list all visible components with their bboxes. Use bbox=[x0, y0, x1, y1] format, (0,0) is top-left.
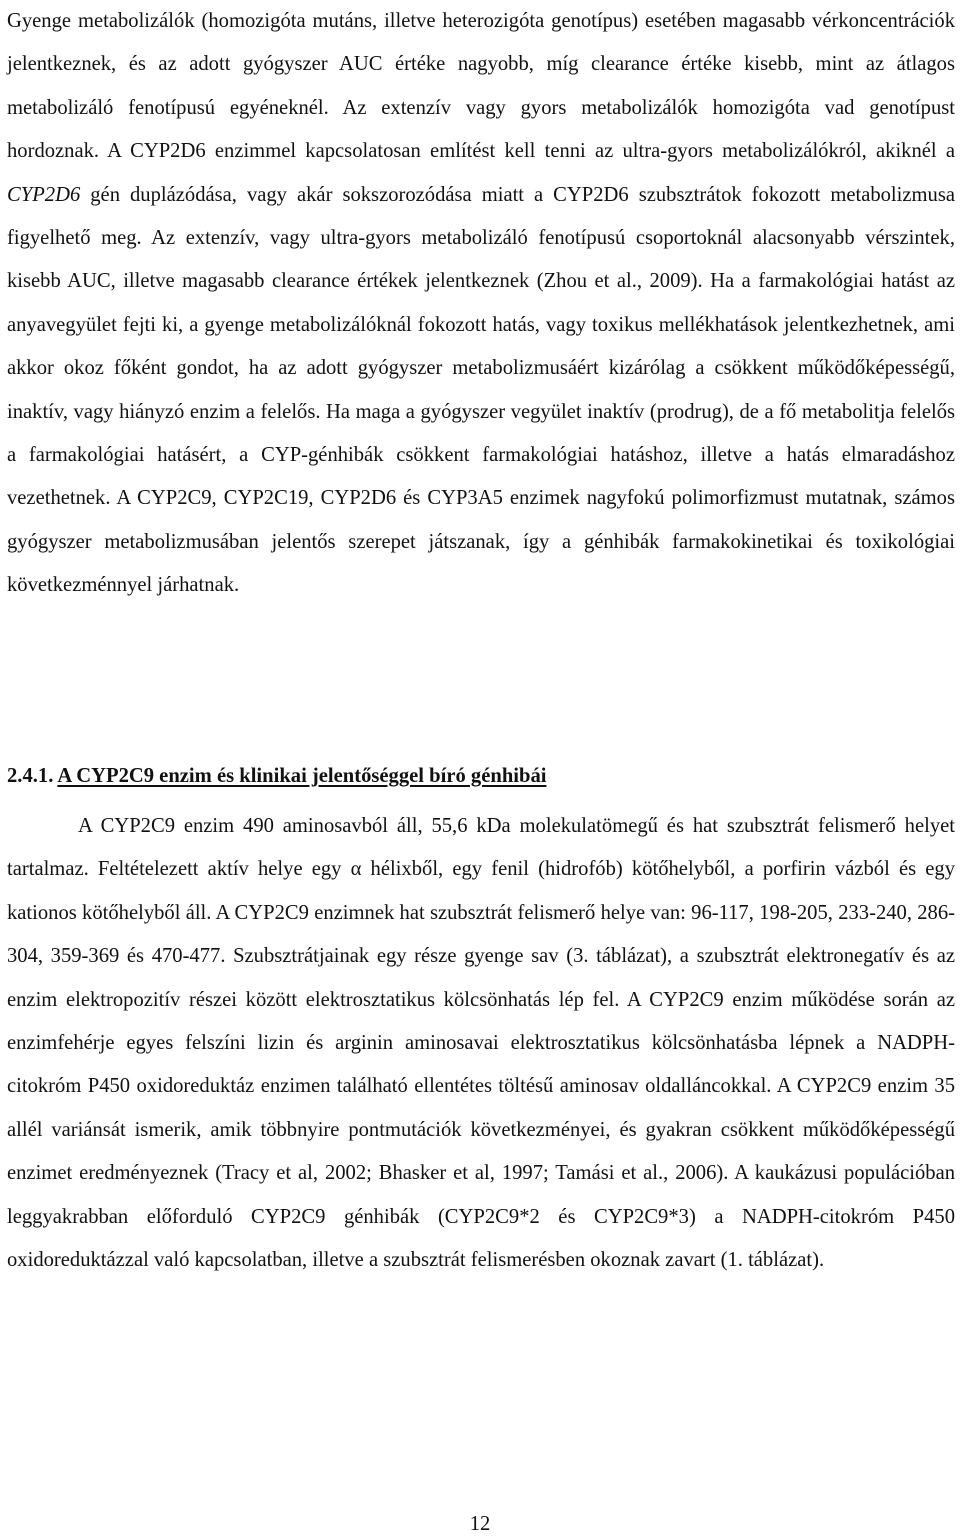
paragraph-text-part-2: gén duplázódása, vagy akár sokszorozódása miatt a CYP2D6 szubsztrátok fokozott metabolizmusa figyelhető meg. Az extenzív, vagy ultra-gyors metabolizáló fenotípusú csoportoknál alacsonyabb vérszintek, kisebb AUC, illetve magasabb clearance értékek jelentkeznek (Zhou et al., 2009). Ha a farmakológiai hatást az anyavegyület fejti ki, a gyenge metabolizálóknál fokozott hatás, vagy toxikus mellékhatások jelentkezhetnek, ami akkor okoz főként gondot, ha az adott gyógyszer metabolizmusáért kizárólag a csökkent működőképességű, inaktív, vagy hiányzó enzim a felelős. Ha maga a gyógyszer vegyület inaktív (prodrug), de a fő metabolitja felelős a farmakológiai hatásért, a CYP-génhibák csökkent farmakológiai hatáshoz, illetve a hatás elmaradáshoz vezethetnek. A CYP2C9, CYP2C19, CYP2D6 és CYP3A5 enzimek nagyfokú polimorfizmust mutatnak, számos gyógyszer metabolizmusában jelentős szerepet játszanak, így a génhibák farmakokinetikai és toxikológiai következménnyel járhatnak. bbox=[7, 183, 955, 597]
paragraph-text: A CYP2C9 enzim 490 aminosavból áll, 55,6 kDa molekulatömegű és hat szubsztrát felismerő helyet tartalmaz. Feltételezett aktív helye egy α hélixből, egy fenil (hidrofób) kötőhelyből, a porfirin vázból és egy kationos kötőhelyből áll. A CYP2C9 enzimnek hat szubsztrát felismerő helye van: 96-117, 198-205, 233-240, 286-304, 359-369 és 470-477. Szubsztrátjainak egy része gyenge sav (3. táblázat), a szubsztrát elektronegatív és az enzim elektropozitív részei között elektrosztatikus kölcsönhatás lép fel. A CYP2C9 enzim működése során az enzimfehérje egyes felszíni lizin és arginin aminosavai elektrosztatikus kölcsönhatásba lépnek a NADPH-citokróm P450 oxidoreduktáz enzimen található ellentétes töltésű aminosav oldalláncokkal. A CYP2C9 enzim 35 allél variánsát ismerik, amik többnyire pontmutációk következményei, és gyakran csökkent működőképességű enzimet eredményeznek (Tracy et al, 2002; Bhasker et al, 1997; Tamási et al., 2006). A kaukázusi populációban leggyakrabban előforduló CYP2C9 génhibák (CYP2C9*2 és CYP2C9*3) a NADPH-citokróm P450 oxidoreduktázzal való kapcsolatban, illetve a szubsztrát felismerésben okoznak zavart (1. táblázat). bbox=[7, 815, 955, 1272]
body-paragraph-metabolizer-phenotypes bbox=[7, 0, 955, 608]
section-heading bbox=[7, 755, 546, 798]
page-number: 12 bbox=[469, 1513, 491, 1535]
section-number: 2.4.1. bbox=[7, 765, 54, 787]
body-paragraph-cyp2c9-structure bbox=[7, 805, 955, 1282]
paragraph-text-part-1: Gyenge metabolizálók (homozigóta mutáns, illetve heterozigóta genotípus) esetében magasabb vérkoncentrációk jelentkeznek, és az adott gyógyszer AUC értéke nagyobb, míg clearance értéke kisebb, mint az átlagos metabolizáló fenotípusú egyéneknél. Az extenzív vagy gyors metabolizálók homozigóta vad genotípust hordoznak. A CYP2D6 enzimmel kapcsolatosan említést kell tenni az ultra-gyors metabolizálókról, akiknél a bbox=[7, 10, 955, 163]
section-title: A CYP2C9 enzim és klinikai jelentőséggel bíró génhibái bbox=[57, 765, 547, 787]
gene-name-italic: CYP2D6 bbox=[7, 183, 81, 206]
